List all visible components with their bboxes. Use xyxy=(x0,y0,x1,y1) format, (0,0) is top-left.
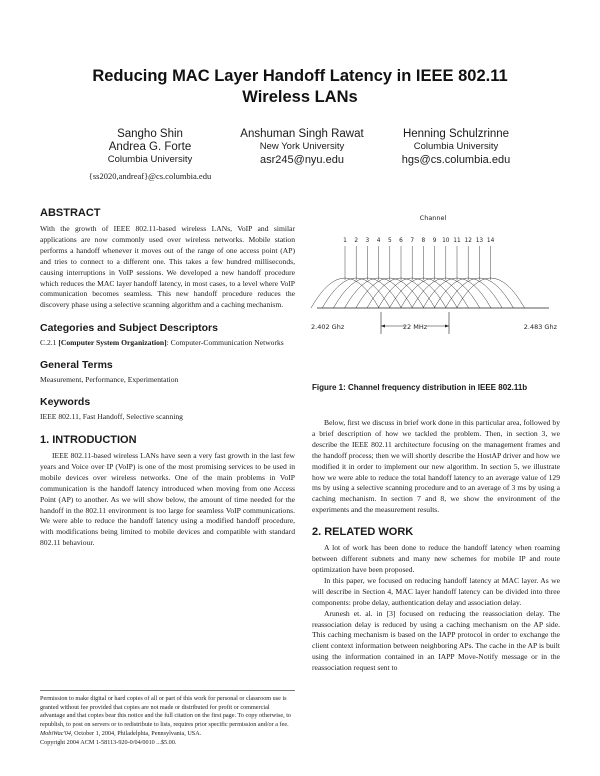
channel-arc-3 xyxy=(333,278,401,308)
venue-line xyxy=(40,730,295,739)
author-name: Henning Schulzrinne xyxy=(402,128,510,140)
channel-arc-9 xyxy=(401,278,469,308)
permission-text: Permission to make digital or hard copies of all or part of this work for personal or classroom use is granted without fee provided that copies are not made or distributed for profit or commercial advantage and that copies bear this notice and the full citation on the first page. To copy otherwise, to republish, to post on servers or to redistribute to lists, requires prior specific permission and/or a fee. xyxy=(40,695,292,729)
channel-label-11: 11 xyxy=(453,238,461,244)
channel-arc-11 xyxy=(423,278,491,308)
channel-arc-14 xyxy=(457,278,525,308)
channel-arcs xyxy=(311,278,525,308)
categories-text xyxy=(40,338,295,349)
related-work-heading: 2. RELATED WORK xyxy=(312,526,414,539)
channel-arc-5 xyxy=(356,278,424,308)
author-email: asr245@nyu.edu xyxy=(260,154,344,166)
channel-label-13: 13 xyxy=(475,238,484,244)
title-line-1: Reducing MAC Layer Handoff Latency in IEEE 802.11 xyxy=(92,67,508,85)
channel-arc-8 xyxy=(389,278,457,308)
figure-right-label: 2.483 Ghz xyxy=(523,323,557,331)
left-column xyxy=(40,207,295,549)
arrow-head-left xyxy=(381,325,385,328)
channel-arc-1 xyxy=(311,278,379,308)
channel-label-12: 12 xyxy=(464,238,472,244)
author-email: {ss2020,andreaf}@cs.columbia.edu xyxy=(88,171,212,181)
figure-left-label: 2.402 Ghz xyxy=(311,323,345,331)
copyright-footnote xyxy=(40,690,295,747)
channel-label-6: 6 xyxy=(399,238,403,244)
channel-label-2: 2 xyxy=(354,238,359,244)
channel-label-3: 3 xyxy=(365,238,370,244)
channel-arc-6 xyxy=(367,278,435,308)
author-name: Andrea G. Forte xyxy=(108,141,192,153)
author-name: Sangho Shin xyxy=(117,128,183,140)
abstract-text: With the growth of IEEE 802.11-based wireless LANs, VoIP and similar applications are now commonly used over wireless networks. Mobile station performs a handoff whenever it moves out of the range of one access point (AP) and tries to connect to a different one. This takes a few hundred milliseconds, causing interruptions in VoIP sessions. We developed a new handoff procedure which reduces the MAC layer handoff latency, in most cases, to a level where VoIP communication becomes seamless. This new handoff procedure reduces the discovery phase using a selective scanning algorithm and a caching mechanism. xyxy=(40,224,295,310)
figure-caption: Figure 1: Channel frequency distribution in IEEE 802.11b xyxy=(312,383,528,392)
general-terms-heading: General Terms xyxy=(40,359,113,372)
channel-label-8: 8 xyxy=(421,238,426,244)
right-intro-text: Below, first we discuss in brief work done in this particular area, followed by a brief description of how we tackled the problem. Then, in section 3, we describe the IEEE 802.11 architecture focusing on the management frames and the handoff process; then we will shortly describe the HostAP driver and how we modified it in order to implement our new algorithm. In section 5, we illustrate how we were able to reduce the total handoff latency to an average value of 129 ms by using a selective scanning procedure and to an average of 3 ms by using a caching mechanism. In section 7 and 8, we show the environment of the experiments and the measurement results. xyxy=(312,418,560,515)
channel-arc-12 xyxy=(434,278,502,308)
author-email: hgs@cs.columbia.edu xyxy=(401,154,511,166)
channel-label-14: 14 xyxy=(486,238,495,244)
introduction-text: IEEE 802.11-based wireless LANs have seen a very fast growth in the last few years and Voice over IP (VoIP) is one of the most promising services to be used in mobile devices over wireless networks. One of the main problems in VoIP communication is the handoff latency introduced when moving from one Access Point (AP) to another. As we will show below, the amount of time needed for the handoff in the 802.11 environment is too large for seamless VoIP communications. We were able to reduce the handoff latency using a modified handoff procedure, with modifications being limited to mobile devices and compatible with standard 802.11 behaviour. xyxy=(40,450,295,548)
introduction-heading: 1. INTRODUCTION xyxy=(40,433,137,446)
copyright-line: Copyright 2004 ACM 1-58113-920-0/04/0010 ...$5.00. xyxy=(40,738,177,746)
channel-label-7: 7 xyxy=(410,238,415,244)
figure-top-label: Channel xyxy=(419,214,447,222)
keywords-text: IEEE 802.11, Fast Handoff, Selective scanning xyxy=(40,412,183,422)
channel-label-9: 9 xyxy=(432,238,437,244)
channel-arc-10 xyxy=(412,278,480,308)
author-block-3 xyxy=(382,128,530,168)
channel-label-5: 5 xyxy=(387,238,392,244)
general-terms-text: Measurement, Performance, Experimentation xyxy=(40,375,179,385)
abstract-heading: ABSTRACT xyxy=(40,207,101,219)
venue-details: October 1, 2004, Philadelphia, Pennsylvania, USA. xyxy=(72,729,202,737)
right-column xyxy=(312,418,560,674)
channel-distribution-figure xyxy=(305,208,560,358)
channel-arc-2 xyxy=(322,278,390,308)
categories-code: C.2.1 xyxy=(40,338,59,348)
venue-name: MobiWac'04, xyxy=(40,729,73,737)
title-line-2: Wireless LANs xyxy=(242,88,358,106)
categories-bold: [Computer System Organization] xyxy=(58,338,167,348)
related-work-p3: Arunesh et. al. in [3] focused on reducing the reassociation delay. The reassociation delay is reduced by using a caching mechanism on the AP side. This caching mechanism is based on the IAPP protocol in order to exchange the client context information between neighboring APs. The cache in the AP is built using the information contained in an IAPP Move-Notify message or in the reassociation request sent to xyxy=(312,608,560,673)
author-affiliation: New York University xyxy=(259,141,345,152)
channel-number-labels xyxy=(343,238,494,244)
channel-arc-4 xyxy=(345,278,413,308)
channel-label-4: 4 xyxy=(376,238,381,244)
channel-label-1: 1 xyxy=(343,238,347,244)
author-affiliation: Columbia University xyxy=(413,141,499,152)
paper-title xyxy=(40,66,560,108)
channel-label-10: 10 xyxy=(442,238,450,244)
author-block-1 xyxy=(80,128,220,184)
categories-rest: : Computer-Communication Networks xyxy=(166,338,284,348)
keywords-heading: Keywords xyxy=(40,396,91,409)
author-block-2 xyxy=(228,128,376,168)
related-work-p1: A lot of work has been done to reduce the handoff latency when roaming between different subnets and many new schemes for mobile IP and route optimization have been proposed. xyxy=(312,543,560,574)
figure-width-label: 22 MHz xyxy=(402,323,428,331)
categories-heading: Categories and Subject Descriptors xyxy=(40,322,218,335)
channel-arc-13 xyxy=(445,278,513,308)
author-name: Anshuman Singh Rawat xyxy=(240,128,364,140)
arrow-head-right xyxy=(445,325,449,328)
related-work-p2: In this paper, we focused on reducing handoff latency at MAC layer. As we will describe in Section 4, MAC layer handoff latency can be divided into three components: probe delay, authentication delay and association delay. xyxy=(312,575,560,607)
channel-arc-7 xyxy=(378,278,446,308)
author-affiliation: Columbia University xyxy=(107,154,193,165)
channel-tick-lines xyxy=(345,246,491,280)
